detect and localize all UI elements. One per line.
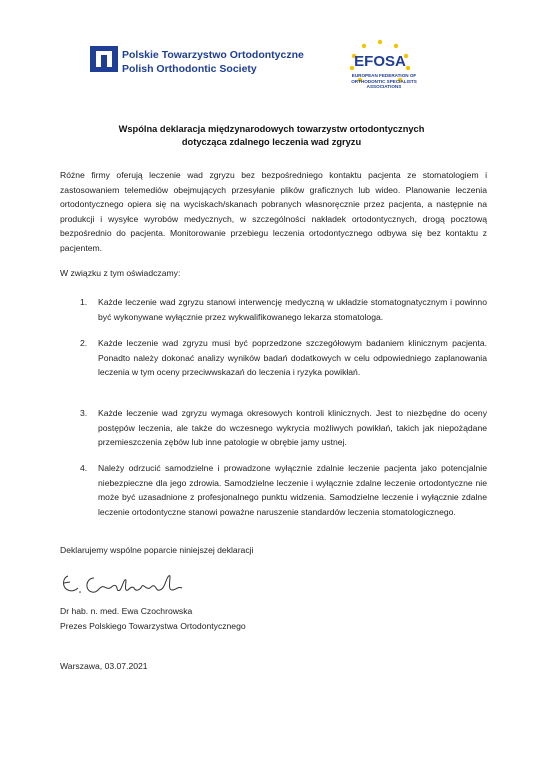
list-text: Każde leczenie wad zgryzu wymaga okresowych kontroli klinicznych. Jest to niezbędne do oceny postępów leczenia, ale także do wczesnego wykrycia możliwych powikłań, takich jak niepożądane przemieszczenia zębów lub inne patologie w obrębie jamy ustnej. xyxy=(98,408,487,447)
list-number: 1. xyxy=(80,297,88,307)
list-text: Każde leczenie wad zgryzu stanowi interwencję medyczną w układzie stomatognatycznym i powinno być wykonywane wyłącznie przez wykwalifikowanego lekarza stomatologa. xyxy=(98,297,487,322)
list-number: 3. xyxy=(80,408,88,418)
pto-name-english: Polish Orthodontic Society xyxy=(122,63,257,75)
list-text: Każde leczenie wad zgryzu musi być poprzedzone szczegółowym badaniem klinicznym pacjenta. Ponadto należy dokonać analizy wyników badań dodatkowych w celu odpowiedniego zaplanowania leczenia w tym oceny przeciwwskazań do leczenia i ryzyka powikłań. xyxy=(98,338,487,377)
title-line-1: Wspólna deklaracja międzynarodowych towarzystw ortodontycznych xyxy=(118,124,425,134)
list-number: 2. xyxy=(80,338,88,348)
intro-paragraph: Różne firmy oferują leczenie wad zgryzu bez bezpośredniego kontaktu pacjenta ze stomatologiem i zastosowaniem telemediów obejmujących przesyłanie plików graficznych lub wideo. Planowanie leczenia ortodontycznego opiera się na wyciskach/skanach pobranych własnoręcznie przez pacjenta, a następnie na produkcji i wysyłce wyrobów medycznych, w szczególności nakładek ortodontycznych, drogą pocztową bezpośrednio do pacjenta. Monitorowanie przebiegu leczenia ortodontycznego odbywa się bez kontaktu z pacjentem. xyxy=(60,170,487,253)
statement-lead: W związku z tym oświadczamy: xyxy=(60,268,181,278)
pto-name xyxy=(122,48,304,76)
signer-name: Dr hab. n. med. Ewa Czochrowska xyxy=(60,606,193,616)
list-text: Należy odrzucić samodzielne i prowadzone wyłącznie zdalnie leczenie pacjenta jako potencjalnie niebezpieczne dla jego zdrowia. Samodzielne leczenie i wyłącznie zdalne leczenie ortodontyczne nie może być uzasadnione z profesjonalnego punktu widzenia. Samodzielne leczenie i wyłącznie zdalne leczenie ortodontyczne stanowi poważne naruszenie standardów leczenia stomatologicznego. xyxy=(98,463,487,517)
pto-name-polish: Polskie Towarzystwo Ortodontyczne xyxy=(122,49,304,61)
efosa-subtitle-line1: EUROPEAN FEDERATION OF xyxy=(351,73,417,78)
pto-logo-icon xyxy=(90,46,118,72)
title-line-2: dotycząca zdalnego leczenia wad zgryzu xyxy=(181,137,362,147)
efosa-subtitle xyxy=(336,73,432,90)
efosa-subtitle-line2: ORTHODONTIC SPECIALISTS ASSOCIATIONS xyxy=(351,78,417,89)
letterhead xyxy=(0,0,543,110)
signer-block xyxy=(60,604,246,633)
handwritten-signature xyxy=(60,568,190,604)
document-title xyxy=(60,123,483,149)
list-number: 4. xyxy=(80,463,88,473)
signer-role: Prezes Polskiego Towarzystwa Ortodontycznego xyxy=(60,620,246,631)
efosa-logo xyxy=(330,38,430,100)
efosa-name: EFOSA xyxy=(354,53,406,70)
place-date: Warszawa, 03.07.2021 xyxy=(60,661,148,671)
declaration-sentence: Deklarujemy wspólne poparcie niniejszej deklaracji xyxy=(60,545,254,555)
